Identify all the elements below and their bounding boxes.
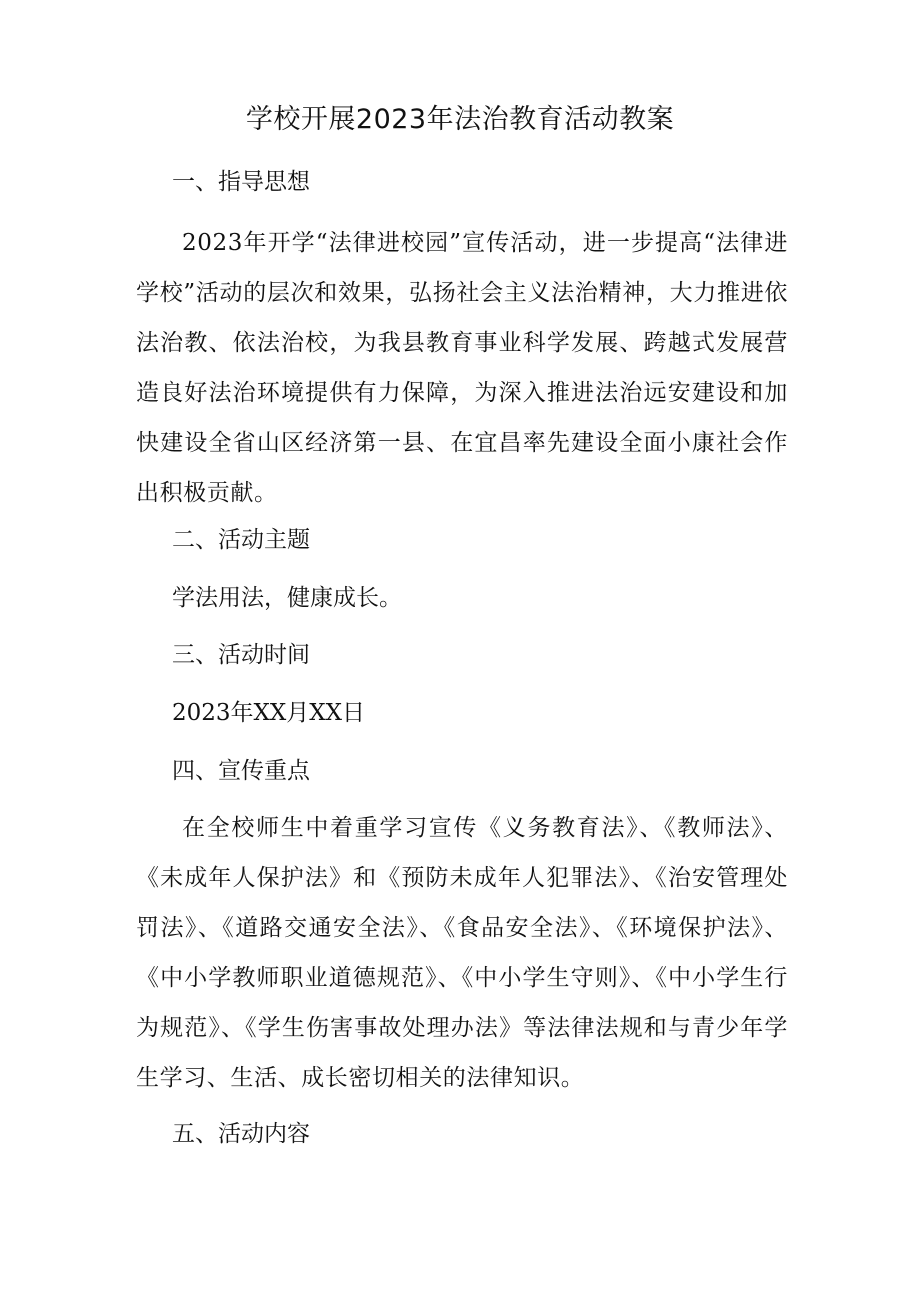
section-heading-publicity-focus: 四、宣传重点 (172, 758, 310, 784)
section-heading-activity-content: 五、活动内容 (172, 1121, 310, 1147)
section-heading-activity-time: 三、活动时间 (172, 642, 310, 668)
section-body-guiding-ideology: 2023年开学“法律进校园”宣传活动，进一步提高“法律进学校”活动的层次和效果，弘扬社会主义法治精神，大力推进依法治教、依法治校，为我县教育事业科学发展、跨越式发展营造良好法治环境提供有力保障，为深入推进法治远安建设和加快建设全省山区经济第一县、在宜昌率先建设全面小康社会作出积极贡献。 (136, 230, 788, 506)
section-heading-activity-theme: 二、活动主题 (172, 527, 310, 553)
section-heading-guiding-ideology: 一、指导思想 (172, 169, 310, 195)
document-title: 学校开展2023年法治教育活动教案 (245, 104, 675, 135)
section-body-activity-time: 2023年XX月XX日 (172, 700, 366, 726)
section-body-publicity-focus: 在全校师生中着重学习宣传《义务教育法》、《教师法》、《未成年人保护法》和《预防未成年人犯罪法》、《治安管理处罚法》、《道路交通安全法》、《食品安全法》、《环境保护法》、《中小学教师职业道德规范》、《中小学生守则》、《中小学生行为规范》、《学生伤害事故处理办法》等法律法规和与青少年学生学习、生活、成长密切相关的法律知识。 (136, 815, 788, 1091)
section-body-activity-theme: 学法用法，健康成长。 (172, 585, 402, 611)
